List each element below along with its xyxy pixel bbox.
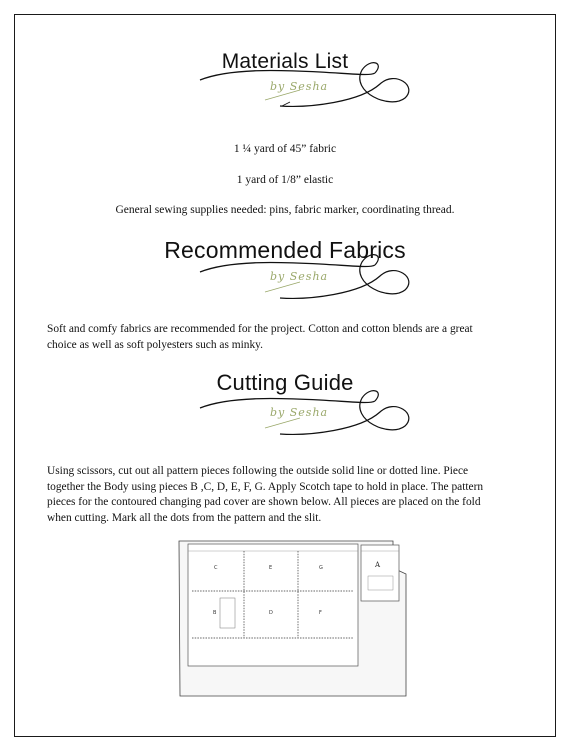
pattern-layout-diagram	[178, 538, 408, 700]
signature: by Sesha	[270, 270, 329, 283]
piece-label: D	[269, 610, 273, 616]
material-item: 1 yard of 1/8” elastic	[236, 174, 334, 186]
piece-label: E	[269, 565, 273, 571]
main-pattern-board	[188, 544, 358, 666]
cutting-paragraph	[47, 464, 537, 526]
fabrics-heading	[0, 232, 570, 312]
piece-label: B	[213, 610, 217, 616]
piece-label: F	[319, 610, 322, 616]
section-title: Recommended Fabrics	[164, 237, 406, 263]
piece-label: A	[375, 561, 381, 569]
signature: by Sesha	[270, 80, 329, 93]
fabrics-paragraph	[47, 322, 537, 353]
text-line: Soft and comfy fabrics are recommended for the project. Cotton and cotton blends are a great	[47, 323, 473, 335]
piece-label: G	[319, 565, 323, 571]
material-item: General sewing supplies needed: pins, fabric marker, coordinating thread.	[115, 204, 455, 216]
text-line: together the Body using pieces B ,C, D, E, F, G. Apply Scotch tape to hold in place. The pattern	[47, 480, 484, 493]
material-item: 1 ¼ yard of 45” fabric	[233, 143, 337, 155]
text-line: choice as well as soft polyesters such as minky.	[47, 338, 263, 351]
cutting-heading	[0, 368, 570, 448]
text-line: Using scissors, cut out all pattern pieces following the outside solid line or dotted line. Piece	[47, 465, 469, 477]
section-title: Cutting Guide	[216, 370, 354, 395]
piece-label: C	[214, 565, 218, 571]
section-title: Materials List	[221, 50, 349, 73]
side-pattern-piece	[361, 545, 399, 601]
text-line: pieces for the contoured changing pad cover are shown below. All pieces are placed on the fold	[47, 496, 481, 508]
materials-heading	[0, 40, 570, 120]
text-line: when cutting. Mark all the dots from the pattern and the slit.	[47, 511, 322, 524]
signature: by Sesha	[270, 406, 329, 419]
